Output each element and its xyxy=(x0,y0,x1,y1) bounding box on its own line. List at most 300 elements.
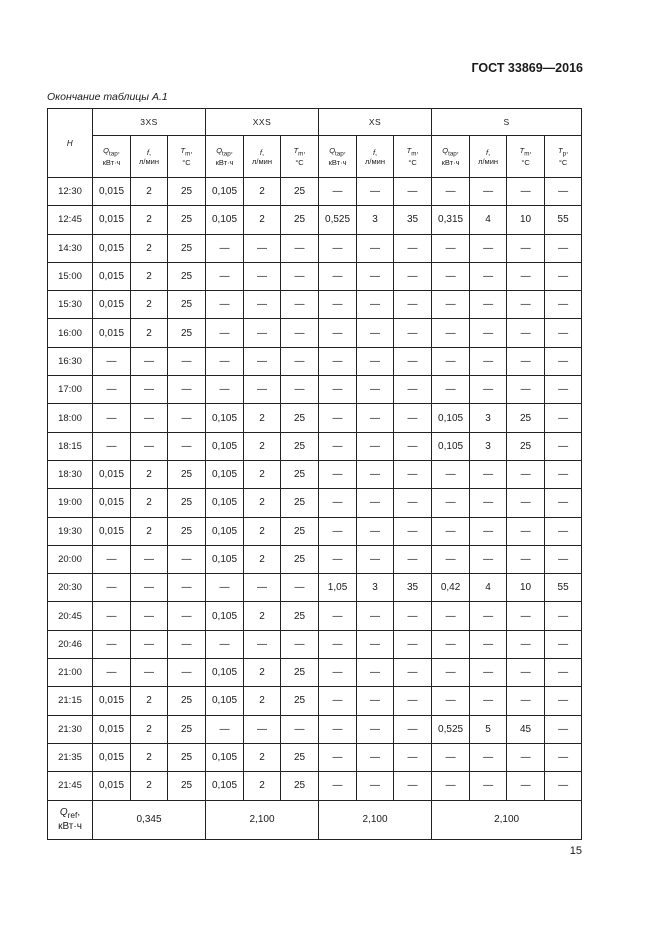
value-cell: — xyxy=(357,291,394,319)
value-cell: 25 xyxy=(168,234,206,262)
group-header-xxs: XXS xyxy=(206,109,319,136)
value-cell: — xyxy=(93,574,131,602)
schedule-table xyxy=(47,108,582,840)
value-cell: — xyxy=(319,545,357,573)
value-cell: — xyxy=(281,291,319,319)
value-cell: — xyxy=(206,234,244,262)
value-cell: — xyxy=(432,319,470,347)
value-cell: — xyxy=(281,319,319,347)
value-cell: — xyxy=(206,319,244,347)
value-cell: 25 xyxy=(168,206,206,234)
value-cell: — xyxy=(470,347,507,375)
value-cell: 4 xyxy=(470,574,507,602)
value-cell: — xyxy=(394,715,432,743)
value-cell: — xyxy=(319,432,357,460)
value-cell: — xyxy=(206,347,244,375)
value-cell: — xyxy=(168,347,206,375)
table-row xyxy=(48,489,582,517)
value-cell: — xyxy=(93,602,131,630)
time-cell: 18:00 xyxy=(48,404,93,432)
value-cell: 25 xyxy=(281,460,319,488)
value-cell: — xyxy=(244,319,281,347)
value-cell: — xyxy=(319,743,357,771)
value-cell: — xyxy=(545,262,582,290)
group-header-row xyxy=(48,109,582,136)
value-cell: — xyxy=(394,517,432,545)
value-cell: — xyxy=(319,687,357,715)
value-cell: — xyxy=(545,687,582,715)
value-cell: — xyxy=(357,517,394,545)
value-cell: — xyxy=(394,460,432,488)
value-cell: — xyxy=(470,659,507,687)
total-value-3xs: 0,345 xyxy=(93,800,206,839)
value-cell: — xyxy=(319,460,357,488)
value-cell: — xyxy=(319,178,357,206)
value-cell: — xyxy=(319,234,357,262)
value-cell: — xyxy=(470,178,507,206)
value-cell: 2 xyxy=(244,545,281,573)
value-cell: — xyxy=(206,574,244,602)
value-cell: — xyxy=(131,630,168,658)
value-cell: — xyxy=(394,743,432,771)
value-cell: — xyxy=(432,772,470,800)
value-cell: — xyxy=(432,630,470,658)
value-cell: — xyxy=(507,545,545,573)
value-cell: — xyxy=(507,178,545,206)
value-cell: — xyxy=(432,376,470,404)
value-cell: — xyxy=(131,574,168,602)
value-cell: 0,015 xyxy=(93,687,131,715)
time-cell: 21:35 xyxy=(48,743,93,771)
value-cell: 0,015 xyxy=(93,743,131,771)
value-cell: 0,105 xyxy=(206,206,244,234)
value-cell: — xyxy=(432,347,470,375)
value-cell: 25 xyxy=(281,404,319,432)
value-cell: — xyxy=(470,772,507,800)
value-cell: 0,105 xyxy=(206,659,244,687)
value-cell: 0,015 xyxy=(93,291,131,319)
table-row xyxy=(48,715,582,743)
value-cell: — xyxy=(357,347,394,375)
param-header-f-xs: f, л/мин xyxy=(357,136,394,178)
value-cell: — xyxy=(545,659,582,687)
value-cell: — xyxy=(470,602,507,630)
value-cell: — xyxy=(545,630,582,658)
value-cell: — xyxy=(281,574,319,602)
value-cell: — xyxy=(545,602,582,630)
value-cell: — xyxy=(507,460,545,488)
value-cell: — xyxy=(168,545,206,573)
value-cell: 3 xyxy=(357,206,394,234)
group-header-s: S xyxy=(432,109,582,136)
value-cell: — xyxy=(394,602,432,630)
value-cell: — xyxy=(507,489,545,517)
value-cell: — xyxy=(545,376,582,404)
value-cell: 25 xyxy=(281,772,319,800)
value-cell: — xyxy=(206,376,244,404)
value-cell: — xyxy=(244,574,281,602)
value-cell: — xyxy=(168,376,206,404)
value-cell: — xyxy=(470,489,507,517)
value-cell: — xyxy=(319,517,357,545)
param-header-tm-3xs: $T_m$, °C xyxy=(168,136,206,178)
value-cell: — xyxy=(319,659,357,687)
value-cell: — xyxy=(394,291,432,319)
time-cell: 21:15 xyxy=(48,687,93,715)
h-label: H xyxy=(66,139,74,148)
time-cell: 16:00 xyxy=(48,319,93,347)
document-standard-header: ГОСТ 33869—2016 xyxy=(471,61,583,75)
value-cell: — xyxy=(281,376,319,404)
value-cell: 0,015 xyxy=(93,460,131,488)
value-cell: 55 xyxy=(545,206,582,234)
value-cell: — xyxy=(93,630,131,658)
group-header-xs: XS xyxy=(319,109,432,136)
value-cell: — xyxy=(432,743,470,771)
value-cell: 25 xyxy=(168,291,206,319)
value-cell: 35 xyxy=(394,206,432,234)
value-cell: — xyxy=(470,319,507,347)
value-cell: 2 xyxy=(131,772,168,800)
value-cell: 25 xyxy=(281,602,319,630)
value-cell: — xyxy=(545,715,582,743)
value-cell: 0,015 xyxy=(93,715,131,743)
table-row xyxy=(48,602,582,630)
value-cell: — xyxy=(319,291,357,319)
value-cell: — xyxy=(432,262,470,290)
table-row xyxy=(48,262,582,290)
value-cell: 0,315 xyxy=(432,206,470,234)
value-cell: 0,105 xyxy=(432,404,470,432)
value-cell: — xyxy=(432,517,470,545)
value-cell: 0,105 xyxy=(206,432,244,460)
value-cell: — xyxy=(168,659,206,687)
table-row xyxy=(48,319,582,347)
value-cell: — xyxy=(319,772,357,800)
table-caption: Окончание таблицы А.1 xyxy=(47,91,168,103)
value-cell: — xyxy=(507,630,545,658)
value-cell: — xyxy=(507,347,545,375)
value-cell: — xyxy=(319,347,357,375)
param-header-q-s: $Q_{tap}$, кВт·ч xyxy=(432,136,470,178)
value-cell: 2 xyxy=(131,460,168,488)
value-cell: 10 xyxy=(507,206,545,234)
table-row xyxy=(48,630,582,658)
time-cell: 20:30 xyxy=(48,574,93,602)
value-cell: 25 xyxy=(168,460,206,488)
value-cell: — xyxy=(357,772,394,800)
table-body xyxy=(48,178,582,801)
value-cell: 25 xyxy=(507,432,545,460)
value-cell: — xyxy=(281,234,319,262)
value-cell: — xyxy=(244,347,281,375)
value-cell: — xyxy=(432,489,470,517)
value-cell: — xyxy=(93,376,131,404)
value-cell: — xyxy=(394,489,432,517)
table-row xyxy=(48,545,582,573)
time-cell: 20:00 xyxy=(48,545,93,573)
value-cell: — xyxy=(168,602,206,630)
value-cell: — xyxy=(394,347,432,375)
value-cell: — xyxy=(168,404,206,432)
value-cell: 2 xyxy=(131,291,168,319)
table-row xyxy=(48,404,582,432)
value-cell: 0,105 xyxy=(206,489,244,517)
value-cell: — xyxy=(319,715,357,743)
value-cell: 0,015 xyxy=(93,206,131,234)
time-cell: 12:45 xyxy=(48,206,93,234)
value-cell: 2 xyxy=(244,404,281,432)
value-cell: 45 xyxy=(507,715,545,743)
value-cell: — xyxy=(319,602,357,630)
value-cell: 2 xyxy=(131,489,168,517)
value-cell: — xyxy=(244,630,281,658)
value-cell: 0,105 xyxy=(432,432,470,460)
table-head xyxy=(48,109,582,178)
value-cell: — xyxy=(131,545,168,573)
value-cell: 2 xyxy=(131,743,168,771)
value-cell: 25 xyxy=(281,517,319,545)
value-cell: — xyxy=(394,630,432,658)
value-cell: 25 xyxy=(168,262,206,290)
value-cell: 2 xyxy=(131,206,168,234)
value-cell: 2 xyxy=(131,178,168,206)
value-cell: — xyxy=(545,432,582,460)
value-cell: — xyxy=(470,743,507,771)
value-cell: — xyxy=(357,262,394,290)
time-cell: 21:30 xyxy=(48,715,93,743)
group-header-3xs: 3XS xyxy=(93,109,206,136)
value-cell: 25 xyxy=(168,178,206,206)
value-cell: — xyxy=(507,234,545,262)
value-cell: 0,015 xyxy=(93,489,131,517)
value-cell: 2 xyxy=(244,772,281,800)
table-row xyxy=(48,376,582,404)
param-header-f-3xs: f, л/мин xyxy=(131,136,168,178)
value-cell: — xyxy=(432,687,470,715)
total-row xyxy=(48,800,582,839)
value-cell: — xyxy=(131,432,168,460)
value-cell: 0,015 xyxy=(93,772,131,800)
page-number: 15 xyxy=(569,845,582,857)
value-cell: — xyxy=(244,291,281,319)
value-cell: — xyxy=(93,432,131,460)
value-cell: — xyxy=(357,687,394,715)
value-cell: — xyxy=(545,517,582,545)
value-cell: 25 xyxy=(281,687,319,715)
value-cell: — xyxy=(357,178,394,206)
value-cell: — xyxy=(394,772,432,800)
value-cell: — xyxy=(93,659,131,687)
time-cell: 21:00 xyxy=(48,659,93,687)
param-header-tm-s: $T_m$, °C xyxy=(507,136,545,178)
value-cell: — xyxy=(357,630,394,658)
value-cell: — xyxy=(545,404,582,432)
value-cell: — xyxy=(357,234,394,262)
value-cell: 2 xyxy=(244,687,281,715)
value-cell: — xyxy=(319,489,357,517)
value-cell: — xyxy=(432,602,470,630)
value-cell: — xyxy=(394,687,432,715)
value-cell: — xyxy=(545,489,582,517)
value-cell: — xyxy=(507,262,545,290)
value-cell: 0,42 xyxy=(432,574,470,602)
value-cell: — xyxy=(394,376,432,404)
param-header-row xyxy=(48,136,582,178)
time-cell: 15:30 xyxy=(48,291,93,319)
value-cell: — xyxy=(357,715,394,743)
value-cell: — xyxy=(168,630,206,658)
value-cell: 25 xyxy=(281,178,319,206)
value-cell: — xyxy=(432,460,470,488)
table-row xyxy=(48,687,582,715)
value-cell: — xyxy=(281,715,319,743)
value-cell: — xyxy=(470,517,507,545)
value-cell: 25 xyxy=(507,404,545,432)
value-cell: — xyxy=(357,489,394,517)
value-cell: 2 xyxy=(244,206,281,234)
value-cell: — xyxy=(545,743,582,771)
value-cell: 55 xyxy=(545,574,582,602)
value-cell: 0,015 xyxy=(93,178,131,206)
value-cell: — xyxy=(357,659,394,687)
value-cell: — xyxy=(432,659,470,687)
value-cell: 2 xyxy=(244,178,281,206)
value-cell: 25 xyxy=(168,319,206,347)
table-row xyxy=(48,743,582,771)
value-cell: — xyxy=(394,234,432,262)
value-cell: — xyxy=(244,715,281,743)
param-header-q-3xs: $Q_{tap}$, кВт·ч xyxy=(93,136,131,178)
value-cell: 2 xyxy=(244,460,281,488)
value-cell: — xyxy=(131,404,168,432)
value-cell: 5 xyxy=(470,715,507,743)
value-cell: 2 xyxy=(244,743,281,771)
value-cell: — xyxy=(131,659,168,687)
value-cell: — xyxy=(432,545,470,573)
value-cell: 25 xyxy=(281,659,319,687)
value-cell: 2 xyxy=(131,715,168,743)
value-cell: — xyxy=(470,687,507,715)
value-cell: — xyxy=(244,262,281,290)
value-cell: — xyxy=(470,262,507,290)
value-cell: 3 xyxy=(470,404,507,432)
value-cell: — xyxy=(93,347,131,375)
value-cell: — xyxy=(507,602,545,630)
time-cell: 17:00 xyxy=(48,376,93,404)
value-cell: 25 xyxy=(281,743,319,771)
value-cell: — xyxy=(507,687,545,715)
value-cell: 2 xyxy=(244,489,281,517)
time-cell: 21:45 xyxy=(48,772,93,800)
value-cell: — xyxy=(394,262,432,290)
value-cell: — xyxy=(394,545,432,573)
table-row xyxy=(48,460,582,488)
time-cell: 20:45 xyxy=(48,602,93,630)
value-cell: — xyxy=(545,460,582,488)
table-row xyxy=(48,517,582,545)
value-cell: 0,015 xyxy=(93,262,131,290)
value-cell: 2 xyxy=(131,687,168,715)
total-value-xxs: 2,100 xyxy=(206,800,319,839)
table-row xyxy=(48,178,582,206)
value-cell: — xyxy=(470,291,507,319)
value-cell: — xyxy=(470,545,507,573)
table-row xyxy=(48,234,582,262)
value-cell: — xyxy=(470,234,507,262)
value-cell: — xyxy=(131,347,168,375)
value-cell: — xyxy=(432,291,470,319)
param-header-f-xxs: f, л/мин xyxy=(244,136,281,178)
param-header-tm-xxs: $T_m$, °C xyxy=(281,136,319,178)
table-row xyxy=(48,772,582,800)
value-cell: — xyxy=(545,178,582,206)
value-cell: 0,105 xyxy=(206,602,244,630)
value-cell: — xyxy=(507,376,545,404)
value-cell: — xyxy=(470,630,507,658)
time-cell: 19:30 xyxy=(48,517,93,545)
table-row xyxy=(48,347,582,375)
table-row xyxy=(48,206,582,234)
value-cell: — xyxy=(507,743,545,771)
h-column-header xyxy=(48,109,93,178)
value-cell: — xyxy=(394,659,432,687)
value-cell: — xyxy=(507,291,545,319)
value-cell: — xyxy=(168,432,206,460)
total-value-s: 2,100 xyxy=(432,800,582,839)
value-cell: 2 xyxy=(131,517,168,545)
time-cell: 16:30 xyxy=(48,347,93,375)
table-row xyxy=(48,574,582,602)
param-header-f-s: f, л/мин xyxy=(470,136,507,178)
value-cell: 2 xyxy=(131,262,168,290)
value-cell: — xyxy=(281,262,319,290)
value-cell: 25 xyxy=(168,772,206,800)
value-cell: — xyxy=(507,517,545,545)
value-cell: 25 xyxy=(168,687,206,715)
param-header-q-xxs: $Q_{tap}$, кВт·ч xyxy=(206,136,244,178)
value-cell: — xyxy=(357,432,394,460)
value-cell: 35 xyxy=(394,574,432,602)
value-cell: — xyxy=(432,178,470,206)
value-cell: — xyxy=(206,630,244,658)
value-cell: 3 xyxy=(470,432,507,460)
value-cell: — xyxy=(357,602,394,630)
value-cell: 0,015 xyxy=(93,234,131,262)
value-cell: — xyxy=(319,319,357,347)
value-cell: — xyxy=(394,319,432,347)
value-cell: — xyxy=(470,460,507,488)
value-cell: 0,105 xyxy=(206,687,244,715)
value-cell: — xyxy=(394,178,432,206)
value-cell: — xyxy=(281,347,319,375)
value-cell: 0,105 xyxy=(206,404,244,432)
value-cell: — xyxy=(357,376,394,404)
value-cell: 0,105 xyxy=(206,743,244,771)
time-cell: 18:30 xyxy=(48,460,93,488)
value-cell: 0,525 xyxy=(432,715,470,743)
value-cell: — xyxy=(244,234,281,262)
value-cell: — xyxy=(470,376,507,404)
value-cell: 4 xyxy=(470,206,507,234)
value-cell: 25 xyxy=(281,545,319,573)
time-cell: 19:00 xyxy=(48,489,93,517)
value-cell: 2 xyxy=(244,602,281,630)
value-cell: — xyxy=(357,460,394,488)
value-cell: 2 xyxy=(131,319,168,347)
value-cell: — xyxy=(357,319,394,347)
param-header-tm-xs: $T_m$, °C xyxy=(394,136,432,178)
